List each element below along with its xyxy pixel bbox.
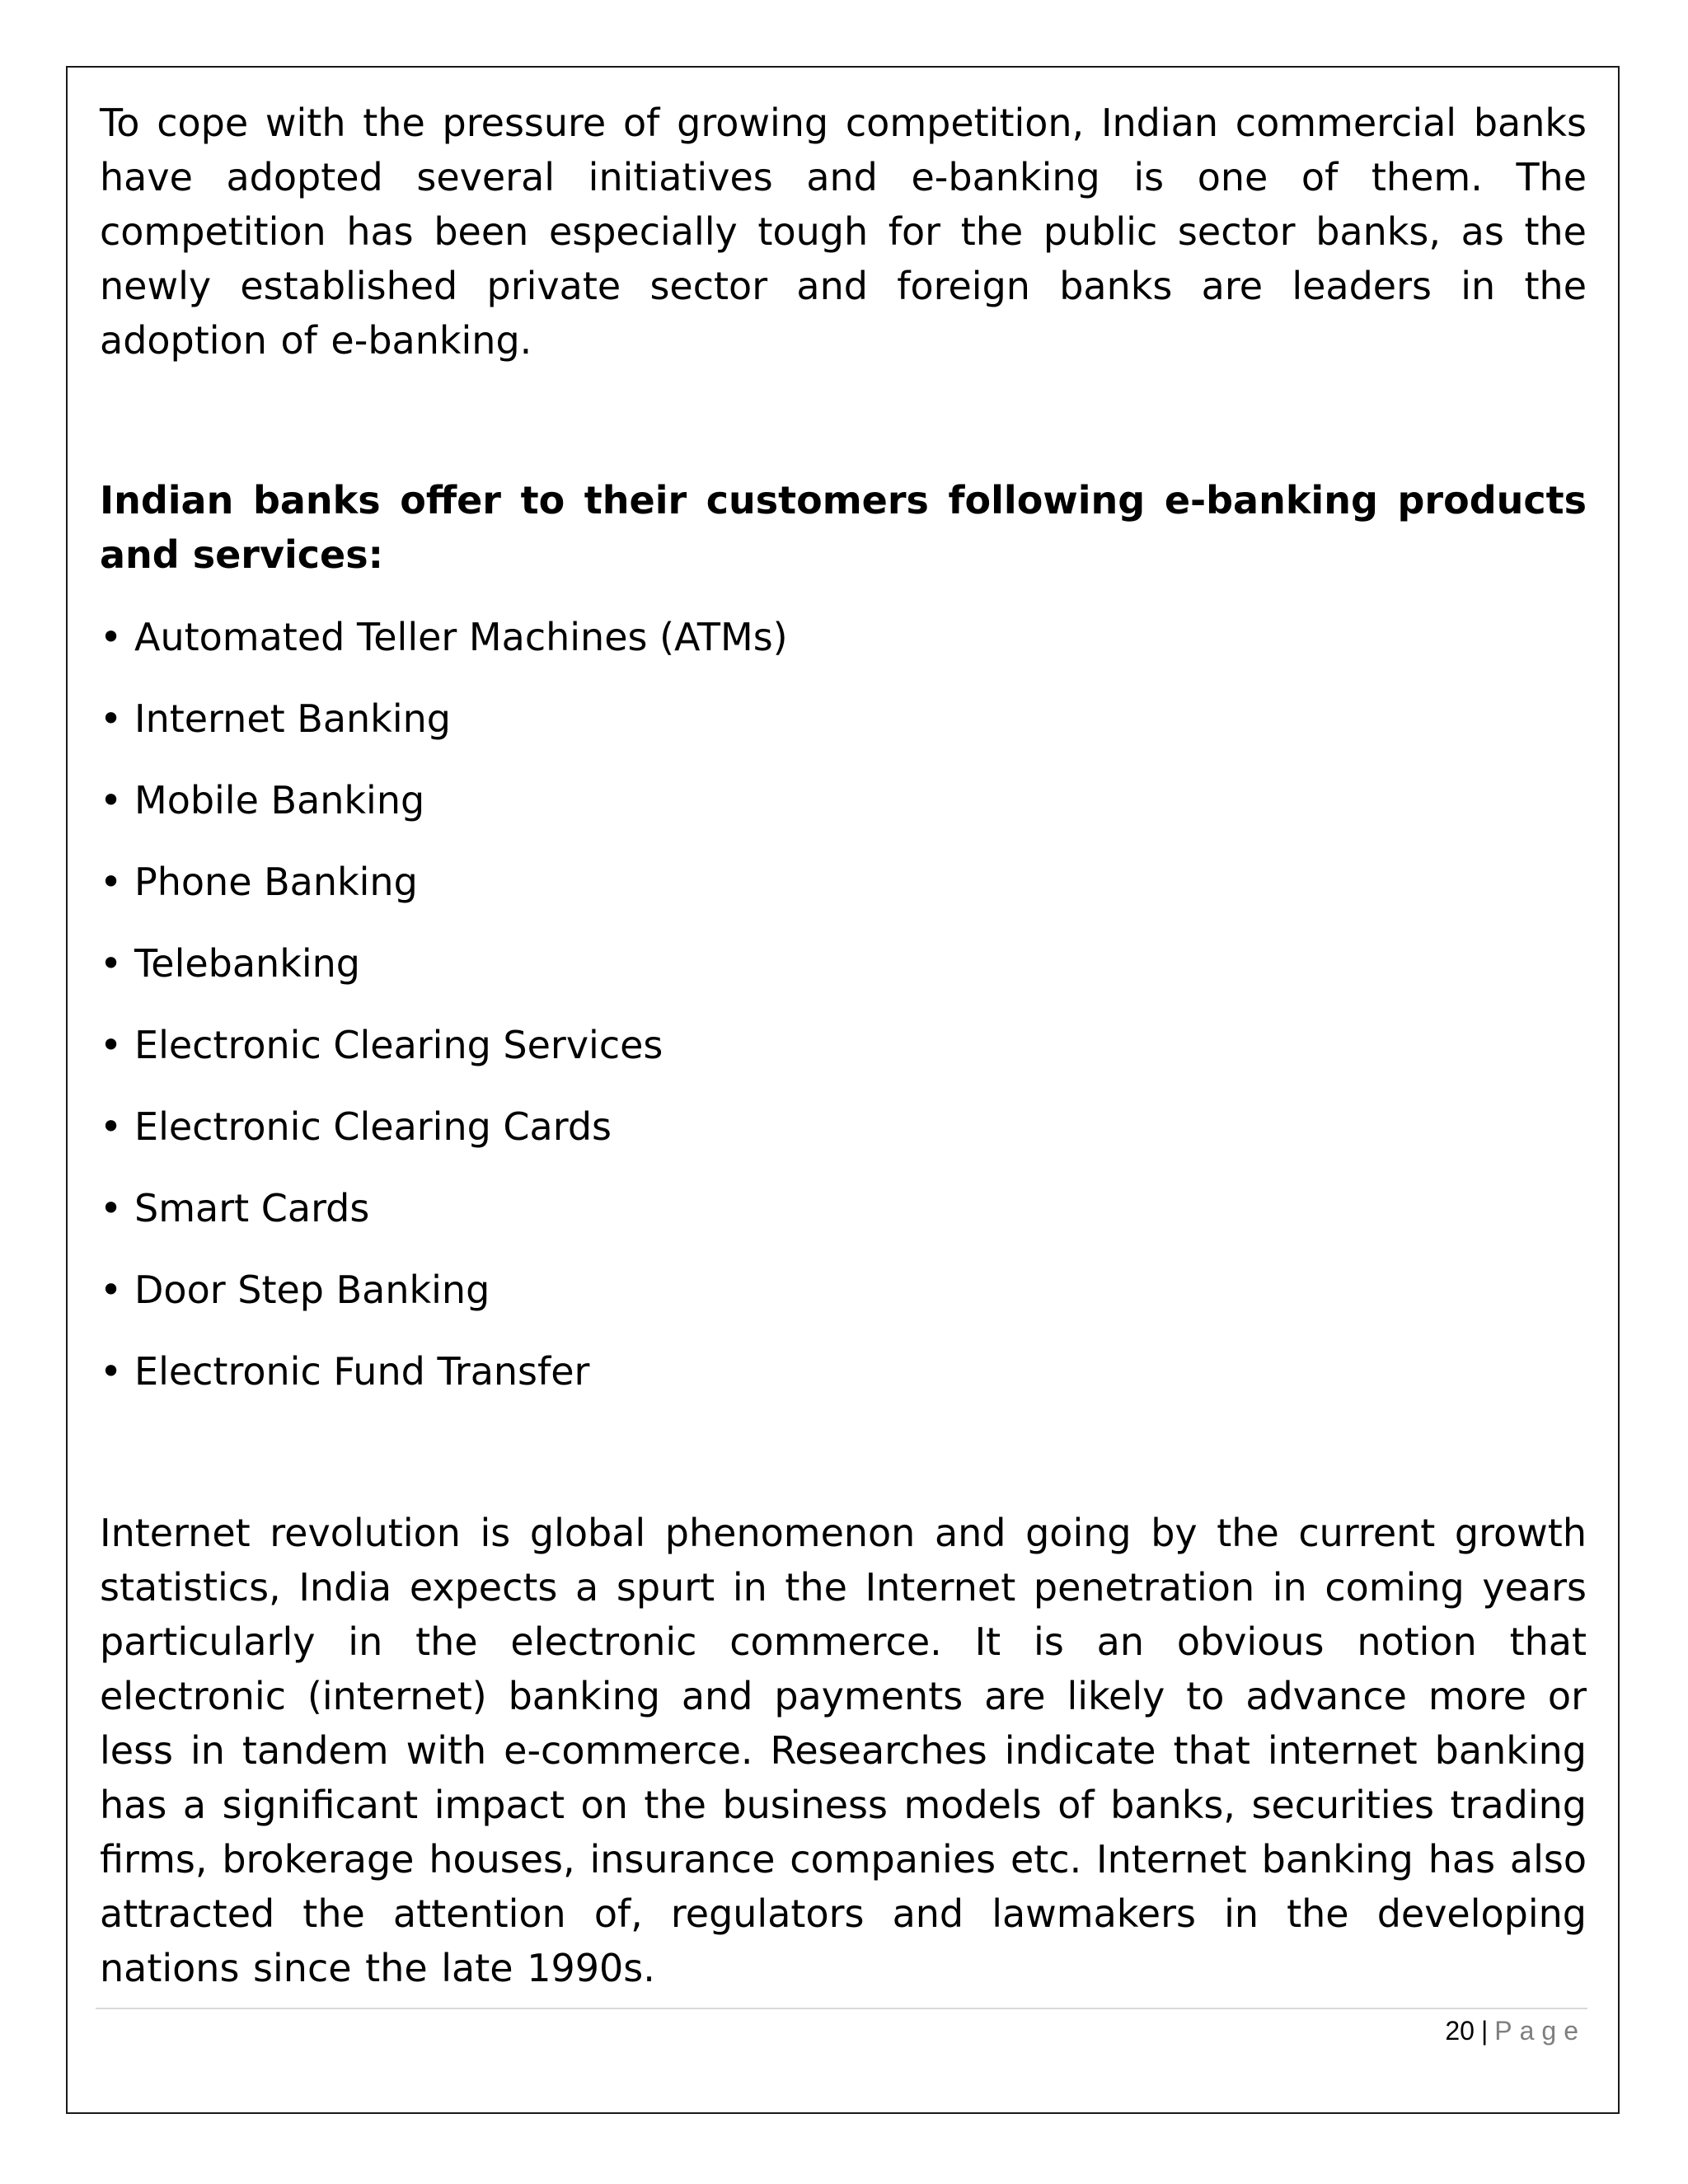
services-list xyxy=(100,610,1587,1426)
bullet-icon: • xyxy=(100,615,123,659)
footer-separator: | xyxy=(1480,2016,1489,2046)
list-item-label: Telebanking xyxy=(134,941,360,986)
spacer xyxy=(100,368,1587,473)
spacer xyxy=(100,1426,1587,1506)
bullet-icon: • xyxy=(100,696,123,741)
list-item xyxy=(100,1018,1587,1099)
list-item-label: Smart Cards xyxy=(134,1186,370,1230)
list-item-label: Phone Banking xyxy=(134,860,418,904)
closing-paragraph: Internet revolution is global phenomenon and going by the current growth statistics, India expects a spurt in the Internet penetration in coming years particularly in the electronic commerce. It is an obvious notion that electronic (internet) banking and payments are likely to advance more or less in tandem with e-commerce. Researches indicate that internet banking has a significant impact on the business models of banks, securities trading firms, brokerage houses, insurance companies etc. Internet banking has also attracted the attention of, regulators and lawmakers in the developing nations since the late 1990s. xyxy=(100,1511,1587,1990)
list-item-label: Internet Banking xyxy=(134,696,451,741)
list-item-label: Mobile Banking xyxy=(134,778,425,823)
list-item xyxy=(100,855,1587,936)
bullet-icon: • xyxy=(100,778,123,823)
spacer xyxy=(100,582,1587,610)
list-item xyxy=(100,1263,1587,1344)
intro-paragraph: To cope with the pressure of growing competition, Indian commercial banks have adopted several initiatives and e-banking is one of them. The competition has been especially tough for the public sector banks, as the newly established private sector and foreign banks are leaders in the adoption of e-banking. xyxy=(100,101,1587,363)
list-item-label: Automated Teller Machines (ATMs) xyxy=(134,615,788,659)
list-item-label: Electronic Clearing Cards xyxy=(134,1104,612,1149)
list-item xyxy=(100,610,1587,691)
bullet-icon: • xyxy=(100,860,123,904)
page-label: Page xyxy=(1494,2016,1586,2046)
bullet-icon: • xyxy=(100,1186,123,1230)
bullet-icon: • xyxy=(100,941,123,986)
bullet-icon: • xyxy=(100,1349,123,1394)
list-item xyxy=(100,936,1587,1018)
list-item-label: Electronic Clearing Services xyxy=(134,1023,663,1067)
footer-divider xyxy=(96,2008,1587,2009)
page-footer xyxy=(1445,2013,1586,2049)
bullet-icon: • xyxy=(100,1023,123,1067)
bullet-icon: • xyxy=(100,1268,123,1312)
list-item xyxy=(100,1099,1587,1181)
list-item-label: Electronic Fund Transfer xyxy=(134,1349,590,1394)
list-item xyxy=(100,1181,1587,1263)
list-item xyxy=(100,773,1587,855)
list-item-label: Door Step Banking xyxy=(134,1268,490,1312)
services-heading: Indian banks offer to their customers following e-banking products and services: xyxy=(100,478,1587,577)
page-number: 20 xyxy=(1445,2016,1475,2046)
page-content xyxy=(100,96,1587,1995)
bullet-icon: • xyxy=(100,1104,123,1149)
list-item xyxy=(100,691,1587,773)
list-item xyxy=(100,1344,1587,1426)
